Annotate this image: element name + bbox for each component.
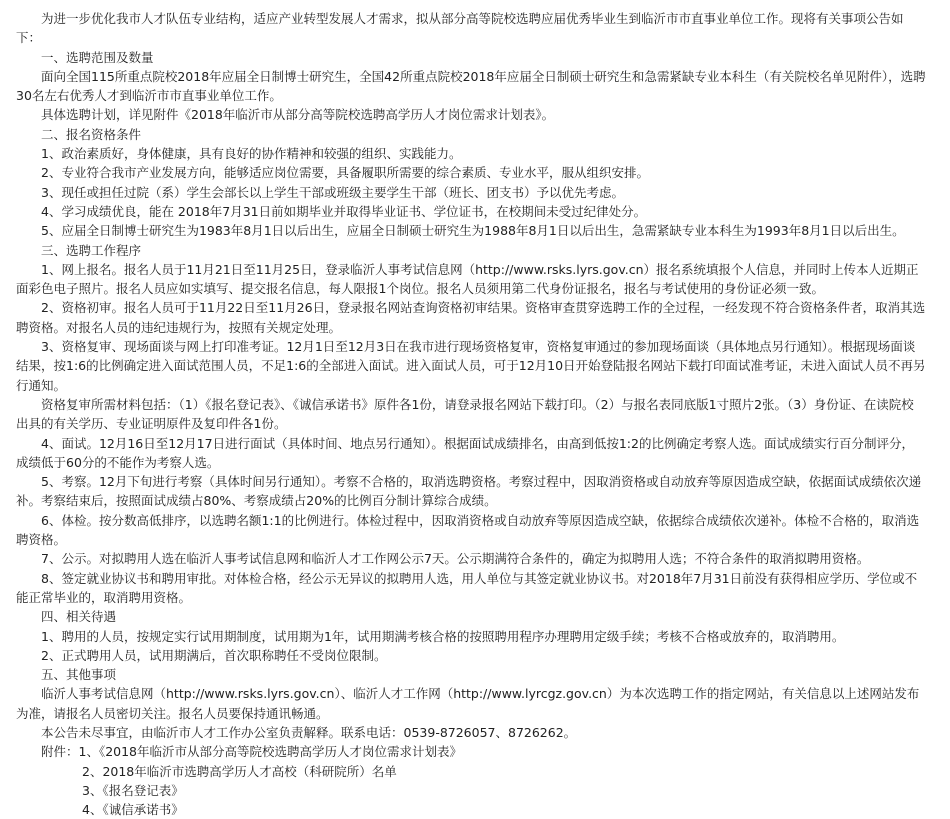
section-heading-procedure: 三、选聘工作程序 — [41, 242, 142, 258]
attachment-item: 4、《诚信承诺书》 — [82, 802, 184, 818]
section-heading-scope: 一、选聘范围及数量 — [41, 49, 154, 65]
section-heading-benefits: 四、相关待遇 — [41, 609, 117, 625]
eligibility-item: 4、学习成绩优良，能在 2018年7月31日前如期毕业并取得毕业证书、学位证书，在校期间未受过纪律处分。 — [41, 203, 647, 219]
section-heading-other: 五、其他事项 — [41, 667, 117, 683]
procedure-item: 3、资格复审、现场面谈与网上打印准考证。12月1日至12月3日在我市进行现场资格复审，资格复审通过的参加现场面谈（具体地点另行通知）。根据现场面谈结果，按1:6的比例确定进入面试范围人员，不足1:6的全部进入面试。进入面试人员，可于12月10日开始登陆报名网站下载打印面试准考证，未进入面试人员不再另行通知。 — [16, 339, 926, 393]
eligibility-item: 5、应届全日制博士研究生为1983年8月1日以后出生，应届全日制硕士研究生为1988年8月1日以后出生，急需紧缺专业本科生为1993年8月1日以后出生。 — [41, 223, 905, 239]
procedure-item: 8、签定就业协议书和聘用审批。对体检合格，经公示无异议的拟聘用人选，用人单位与其签定就业协议书。对2018年7月31日前没有获得相应学历、学位或不能正常毕业的，取消聘用资格。 — [16, 570, 918, 605]
eligibility-item: 2、专业符合我市产业发展方向，能够适应岗位需要，具备履职所需要的综合素质、专业水平，服从组织安排。 — [41, 165, 649, 181]
section-heading-eligibility: 二、报名资格条件 — [41, 126, 142, 142]
attachment-item: 2、2018年临沂市选聘高学历人才高校（科研院所）名单 — [82, 763, 397, 779]
attachment-item: 附件：1、《2018年临沂市从部分高等院校选聘高学历人才岗位需求计划表》 — [41, 744, 463, 760]
contact-paragraph: 本公告未尽事宜，由临沂市人才工作办公室负责解释。联系电话：0539-8726057、8726262。 — [41, 724, 577, 740]
procedure-item: 7、公示。对拟聘用人选在临沂人事考试信息网和临沂人才工作网公示7天。公示期满符合条件的，确定为拟聘用人选；不符合条件的取消拟聘用资格。 — [41, 551, 870, 567]
attachment-item: 3、《报名登记表》 — [82, 782, 184, 798]
scope-paragraph: 面向全国115所重点院校2018年应届全日制博士研究生，全国42所重点院校2018年应届全日制硕士研究生和急需紧缺专业本科生（有关院校名单见附件），选聘30名左右优秀人才到临沂市市直事业单位工作。 — [16, 68, 926, 104]
procedure-item: 1、网上报名。报名人员于11月21日至11月25日，登录临沂人事考试信息网（http://www.rsks.lyrs.gov.cn）报名系统填报个人信息，并同时上传本人近期正面彩色电子照片。报名人员应如实填写、提交报名信息，每人限报1个岗位。报名人员须用第二代身份证报名，报名与考试使用的身份证必须一致。 — [16, 261, 919, 297]
benefits-item: 1、聘用的人员，按规定实行试用期制度，试用期为1年，试用期满考核合格的按照聘用程序办理聘用定级手续；考核不合格或放弃的，取消聘用。 — [41, 628, 845, 644]
procedure-item: 2、资格初审。报名人员可于11月22日至11月26日，登录报名网站查询资格初审结果。资格审查贯穿选聘工作的全过程，一经发现不符合资格条件者，取消其选聘资格。对报名人员的违纪违规行为，按照有关规定处理。 — [16, 300, 926, 335]
plan-paragraph: 具体选聘计划，详见附件《2018年临沂市从部分高等院校选聘高学历人才岗位需求计划表》。 — [41, 107, 555, 123]
eligibility-item: 3、现任或担任过院（系）学生会部长以上学生干部或班级主要学生干部（班长、团支书）予以优先考虑。 — [41, 184, 624, 200]
procedure-item: 6、体检。按分数高低排序，以选聘名额1:1的比例进行。体检过程中，因取消资格或自动放弃等原因造成空缺，依据综合成绩依次递补。体检不合格的，取消选聘资格。 — [16, 512, 920, 548]
intro-paragraph: 为进一步优化我市人才队伍专业结构，适应产业转型发展人才需求，拟从部分高等院校选聘应届优秀毕业生到临沂市市直事业单位工作。现将有关事项公告如下： — [16, 11, 904, 46]
procedure-materials: 资格复审所需材料包括：（1）《报名登记表》、《诚信承诺书》原件各1份，请登录报名网站下载打印。（2）与报名表同底版1寸照片2张。（3）身份证、在读院校出具的有关学历、专业证明原件及复印件各1份。 — [16, 396, 914, 432]
eligibility-item: 1、政治素质好，身体健康，具有良好的协作精神和较强的组织、实践能力。 — [41, 146, 462, 162]
other-websites-paragraph: 临沂人事考试信息网（http://www.rsks.lyrs.gov.cn）、临沂人才工作网（http://www.lyrcgz.gov.cn）为本次选聘工作的指定网站，有关信息以上述网站发布为准，请报名人员密切关注。报名人员要保持通讯畅通。 — [16, 686, 920, 721]
procedure-item: 5、考察。12月下旬进行考察（具体时间另行通知）。考察不合格的，取消选聘资格。考察过程中，因取消资格或自动放弃等原因造成空缺，依据面试成绩依次递补。考察结束后，按照面试成绩占80%、考察成绩占20%的比例百分制计算综合成绩。 — [16, 474, 922, 509]
procedure-item: 4、面试。12月16日至12月17日进行面试（具体时间、地点另行通知）。根据面试成绩排名，由高到低按1:2的比例确定考察人选。面试成绩实行百分制评分，成绩低于60分的不能作为考察人选。 — [16, 435, 914, 470]
benefits-item: 2、正式聘用人员，试用期满后，首次职称聘任不受岗位限制。 — [41, 647, 387, 663]
